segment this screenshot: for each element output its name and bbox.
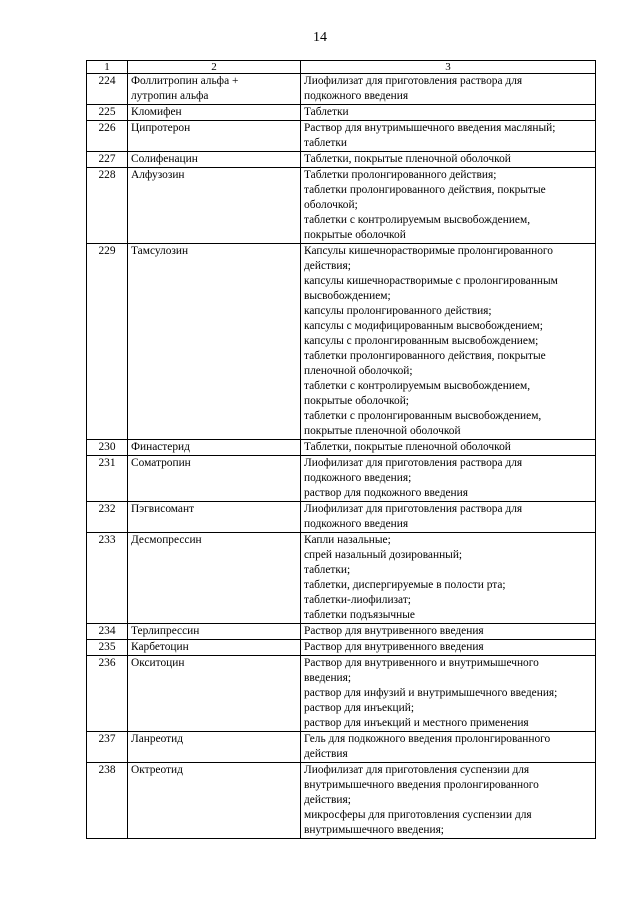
dosage-form-line: раствор для инъекций;	[304, 702, 415, 714]
row-number: 229	[87, 244, 128, 440]
drug-name-cell	[128, 763, 301, 839]
dosage-form-line: внутримышечного введения пролонгированного	[304, 779, 539, 791]
dosage-form-line: Таблетки, покрытые пленочной оболочкой	[304, 153, 511, 165]
dosage-form-line: покрытые оболочкой	[304, 229, 406, 241]
drug-name-cell	[128, 456, 301, 502]
dosage-form-line: покрытые пленочной оболочкой	[304, 425, 461, 437]
dosage-form-line: пленочной оболочкой;	[304, 365, 413, 377]
dosage-form-line: таблетки пролонгированного действия, покрытые	[304, 184, 546, 196]
table-row	[87, 244, 596, 440]
table-row	[87, 105, 596, 121]
dosage-form-line: таблетки	[304, 137, 348, 149]
dosage-form-cell	[301, 244, 596, 440]
table-row	[87, 456, 596, 502]
row-number: 227	[87, 152, 128, 168]
dosage-form-line: таблетки подъязычные	[304, 609, 415, 621]
drug-name-line: лутропин альфа	[131, 90, 209, 102]
row-number: 230	[87, 440, 128, 456]
dosage-form-cell	[301, 533, 596, 624]
drug-name-line: Финастерид	[131, 441, 190, 453]
dosage-form-line: Лиофилизат для приготовления суспензии для	[304, 764, 530, 776]
drug-name-cell	[128, 152, 301, 168]
dosage-form-line: подкожного введения	[304, 90, 409, 102]
row-number: 232	[87, 502, 128, 533]
drug-name-line: Октреотид	[131, 764, 183, 776]
drug-name-cell	[128, 105, 301, 121]
drug-name-line: Тамсулозин	[131, 245, 189, 257]
dosage-form-line: раствор для подкожного введения	[304, 487, 468, 499]
dosage-form-line: Раствор для внутривенного введения	[304, 641, 484, 653]
row-number: 233	[87, 533, 128, 624]
dosage-form-line: подкожного введения;	[304, 472, 412, 484]
table-row	[87, 440, 596, 456]
drug-name-cell	[128, 121, 301, 152]
dosage-form-line: таблетки с пролонгированным высвобождением,	[304, 410, 542, 422]
dosage-form-cell	[301, 763, 596, 839]
drug-name-line: Ланреотид	[131, 733, 184, 745]
table-row	[87, 168, 596, 244]
dosage-form-line: спрей назальный дозированный;	[304, 549, 463, 561]
dosage-form-line: Таблетки	[304, 106, 349, 118]
row-number: 226	[87, 121, 128, 152]
dosage-form-cell	[301, 121, 596, 152]
dosage-form-line: микросферы для приготовления суспензии для	[304, 809, 532, 821]
dosage-form-line: Таблетки пролонгированного действия;	[304, 169, 497, 181]
column-header-3: 3	[301, 61, 596, 74]
drug-name-cell	[128, 168, 301, 244]
row-number: 238	[87, 763, 128, 839]
table-row	[87, 74, 596, 105]
dosage-form-line: Капли назальные;	[304, 534, 391, 546]
dosage-form-cell	[301, 640, 596, 656]
dosage-form-cell	[301, 74, 596, 105]
drug-name-cell	[128, 244, 301, 440]
dosage-form-line: покрытые оболочкой;	[304, 395, 409, 407]
row-number: 236	[87, 656, 128, 732]
dosage-form-line: таблетки, диспергируемые в полости рта;	[304, 579, 506, 591]
column-header-1: 1	[87, 61, 128, 74]
dosage-form-cell	[301, 152, 596, 168]
dosage-form-line: таблетки-лиофилизат;	[304, 594, 411, 606]
dosage-form-line: Раствор для внутривенного и внутримышечного	[304, 657, 539, 669]
dosage-form-line: Таблетки, покрытые пленочной оболочкой	[304, 441, 511, 453]
row-number: 225	[87, 105, 128, 121]
dosage-form-line: таблетки пролонгированного действия, покрытые	[304, 350, 546, 362]
row-number: 235	[87, 640, 128, 656]
drug-name-line: Алфузозин	[131, 169, 185, 181]
dosage-form-line: капсулы с модифицированным высвобождением;	[304, 320, 543, 332]
drug-name-line: Окситоцин	[131, 657, 185, 669]
dosage-form-cell	[301, 502, 596, 533]
drug-name-line: Терлипрессин	[131, 625, 200, 637]
table-row	[87, 732, 596, 763]
dosage-form-line: подкожного введения	[304, 518, 409, 530]
table-row	[87, 121, 596, 152]
row-number: 228	[87, 168, 128, 244]
table-row	[87, 624, 596, 640]
dosage-form-line: Лиофилизат для приготовления раствора для	[304, 75, 523, 87]
table-row	[87, 763, 596, 839]
dosage-form-cell	[301, 732, 596, 763]
drug-name-line: Кломифен	[131, 106, 182, 118]
row-number: 234	[87, 624, 128, 640]
dosage-form-cell	[301, 456, 596, 502]
drug-table	[86, 60, 596, 839]
dosage-form-line: действия;	[304, 794, 351, 806]
dosage-form-line: раствор для инфузий и внутримышечного введения;	[304, 687, 558, 699]
drug-name-line: Карбетоцин	[131, 641, 189, 653]
drug-name-cell	[128, 74, 301, 105]
drug-name-line: Соматропин	[131, 457, 191, 469]
dosage-form-cell	[301, 624, 596, 640]
column-header-2: 2	[128, 61, 301, 74]
dosage-form-cell	[301, 105, 596, 121]
drug-name-line: Фоллитропин альфа +	[131, 75, 239, 87]
drug-name-cell	[128, 533, 301, 624]
drug-name-line: Солифенацин	[131, 153, 198, 165]
row-number: 237	[87, 732, 128, 763]
table-row	[87, 640, 596, 656]
table-row	[87, 502, 596, 533]
dosage-form-line: таблетки с контролируемым высвобождением,	[304, 214, 531, 226]
table-row	[87, 656, 596, 732]
dosage-form-line: Раствор для внутривенного введения	[304, 625, 484, 637]
drug-name-line: Десмопрессин	[131, 534, 202, 546]
dosage-form-line: капсулы кишечнорастворимые с пролонгированным	[304, 275, 558, 287]
row-number: 231	[87, 456, 128, 502]
dosage-form-line: введения;	[304, 672, 352, 684]
table-header-row	[87, 61, 596, 74]
drug-name-cell	[128, 732, 301, 763]
dosage-form-line: оболочкой;	[304, 199, 358, 211]
dosage-form-line: высвобождением;	[304, 290, 391, 302]
dosage-form-line: Гель для подкожного введения пролонгированного	[304, 733, 551, 745]
drug-name-line: Пэгвисомант	[131, 503, 195, 515]
page-number: 14	[313, 30, 327, 45]
dosage-form-line: таблетки;	[304, 564, 351, 576]
drug-name-cell	[128, 440, 301, 456]
drug-name-cell	[128, 502, 301, 533]
dosage-form-line: капсулы пролонгированного действия;	[304, 305, 492, 317]
dosage-form-cell	[301, 440, 596, 456]
dosage-form-line: раствор для инъекций и местного применения	[304, 717, 529, 729]
drug-name-line: Ципротерон	[131, 122, 191, 134]
dosage-form-line: действия	[304, 748, 348, 760]
drug-name-cell	[128, 624, 301, 640]
dosage-form-line: Капсулы кишечнорастворимые пролонгированного	[304, 245, 553, 257]
dosage-form-line: Раствор для внутримышечного введения масляный;	[304, 122, 556, 134]
dosage-form-cell	[301, 168, 596, 244]
row-number: 224	[87, 74, 128, 105]
table-row	[87, 533, 596, 624]
table-row	[87, 152, 596, 168]
dosage-form-line: Лиофилизат для приготовления раствора для	[304, 457, 523, 469]
dosage-form-line: таблетки с контролируемым высвобождением,	[304, 380, 531, 392]
dosage-form-cell	[301, 656, 596, 732]
drug-name-cell	[128, 656, 301, 732]
dosage-form-line: действия;	[304, 260, 351, 272]
drug-name-cell	[128, 640, 301, 656]
dosage-form-line: Лиофилизат для приготовления раствора для	[304, 503, 523, 515]
dosage-form-line: внутримышечного введения;	[304, 824, 444, 836]
dosage-form-line: капсулы с пролонгированным высвобождением;	[304, 335, 539, 347]
